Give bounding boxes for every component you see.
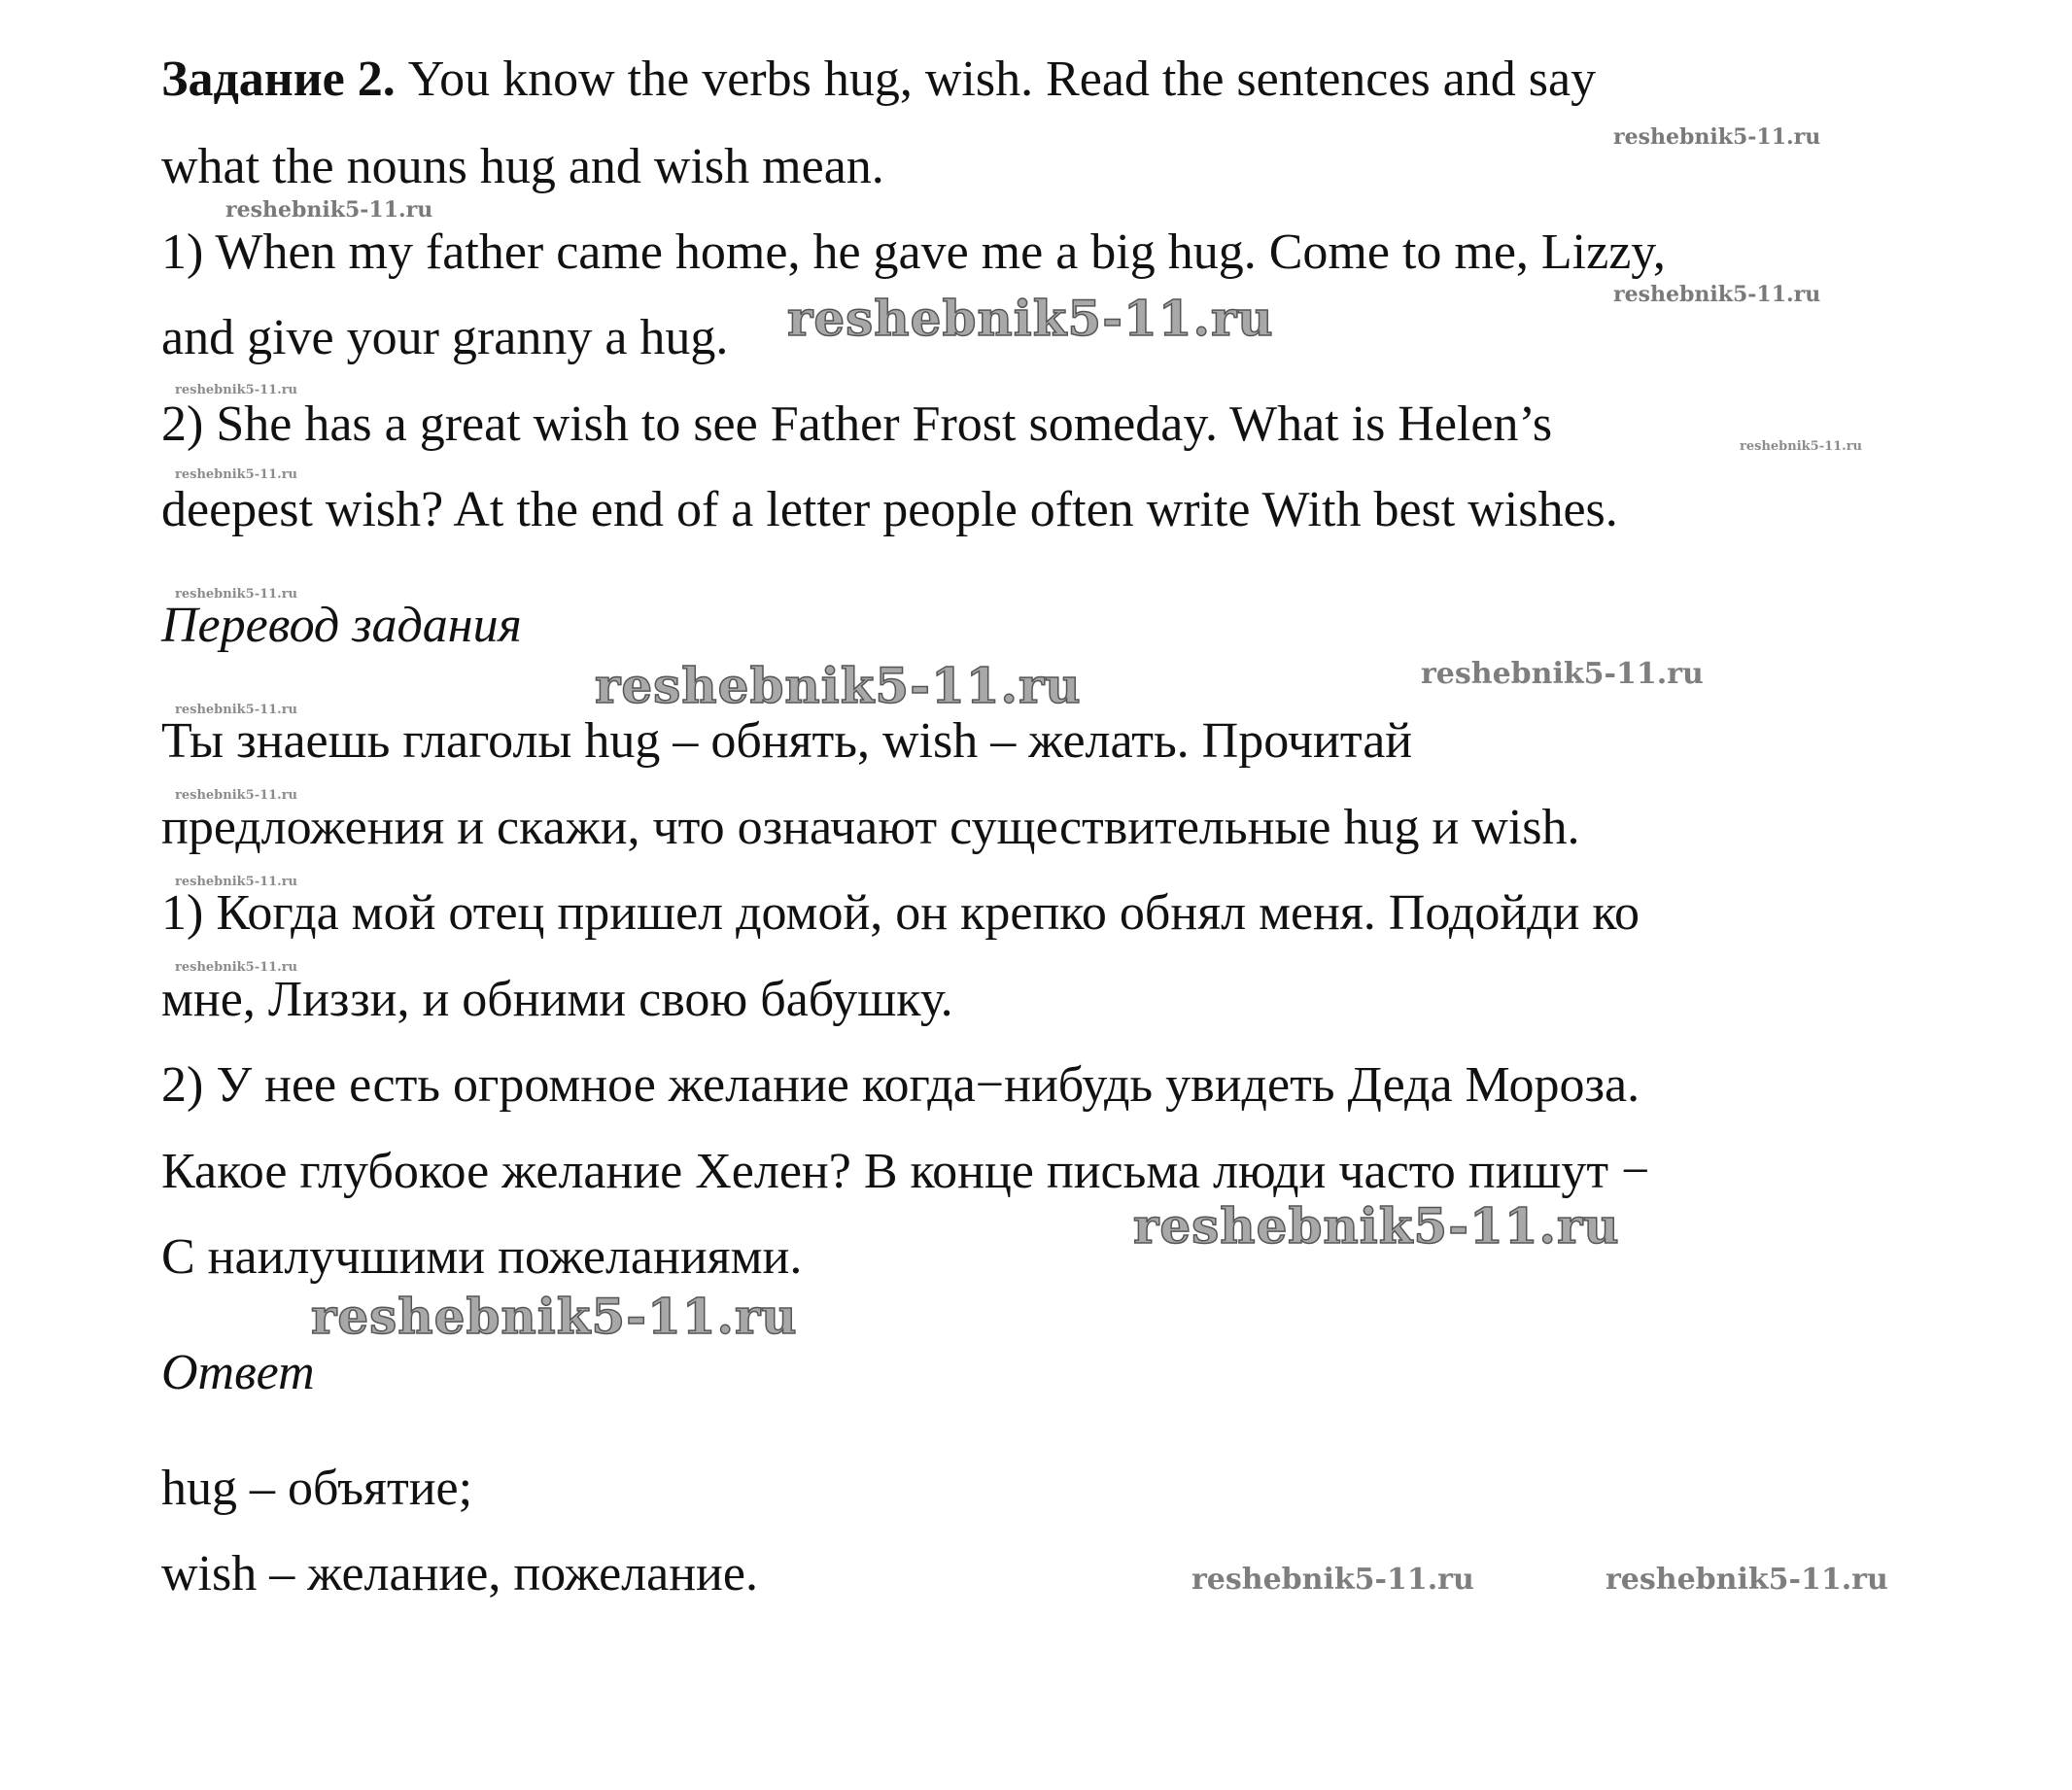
translation-line-2: предложения и скажи, что означают существительные hug и wish. — [161, 800, 1580, 855]
watermark: reshebnik5-11.ru — [175, 587, 298, 602]
watermark: reshebnik5-11.ru — [787, 290, 1274, 347]
watermark: reshebnik5-11.ru — [1133, 1197, 1620, 1255]
watermark: reshebnik5-11.ru — [311, 1288, 798, 1345]
watermark: reshebnik5-11.ru — [225, 197, 433, 223]
watermark: reshebnik5-11.ru — [175, 703, 298, 717]
task-line-4: and give your granny a hug. — [161, 310, 729, 365]
task-line-6: deepest wish? At the end of a letter people often write With best wishes. — [161, 482, 1618, 537]
translation-heading: Перевод задания — [161, 598, 522, 653]
watermark: reshebnik5-11.ru — [175, 467, 298, 482]
translation-line-7: С наилучшими пожеланиями. — [161, 1229, 803, 1285]
watermark: reshebnik5-11.ru — [175, 960, 298, 975]
translation-line-4: мне, Лиззи, и обними свою бабушку. — [161, 972, 953, 1027]
task-intro-text: You know the verbs hug, wish. Read the sentences and say — [395, 52, 1597, 107]
watermark: reshebnik5-11.ru — [1606, 1563, 1888, 1597]
watermark: reshebnik5-11.ru — [1613, 124, 1821, 150]
answer-line-1: hug – объятие; — [161, 1461, 473, 1516]
answer-line-2: wish – желание, пожелание. — [161, 1546, 758, 1601]
watermark: reshebnik5-11.ru — [1613, 282, 1821, 307]
translation-line-5: 2) У нее есть огромное желание когда−нибудь увидеть Деда Мороза. — [161, 1057, 1640, 1113]
watermark: reshebnik5-11.ru — [1191, 1563, 1474, 1597]
task-line-1 — [161, 51, 1596, 109]
watermark: reshebnik5-11.ru — [175, 788, 298, 803]
watermark: reshebnik5-11.ru — [175, 383, 298, 397]
translation-line-6: Какое глубокое желание Хелен? В конце письма люди часто пишут − — [161, 1144, 1650, 1199]
task-label: Задание 2. — [161, 52, 396, 107]
watermark: reshebnik5-11.ru — [175, 875, 298, 889]
task-line-3: 1) When my father came home, he gave me a big hug. Come to me, Lizzy, — [161, 224, 1666, 280]
translation-line-3: 1) Когда мой отец пришел домой, он крепко обнял меня. Подойди ко — [161, 885, 1640, 941]
watermark: reshebnik5-11.ru — [595, 657, 1082, 714]
task-line-2: what the nouns hug and wish mean. — [161, 139, 884, 194]
watermark: reshebnik5-11.ru — [1740, 439, 1863, 454]
task-line-5: 2) She has a great wish to see Father Frost someday. What is Helen’s — [161, 396, 1553, 452]
answer-heading: Ответ — [161, 1345, 315, 1400]
watermark: reshebnik5-11.ru — [1421, 657, 1704, 691]
translation-line-1: Ты знаешь глаголы hug – обнять, wish – желать. Прочитай — [161, 713, 1413, 769]
